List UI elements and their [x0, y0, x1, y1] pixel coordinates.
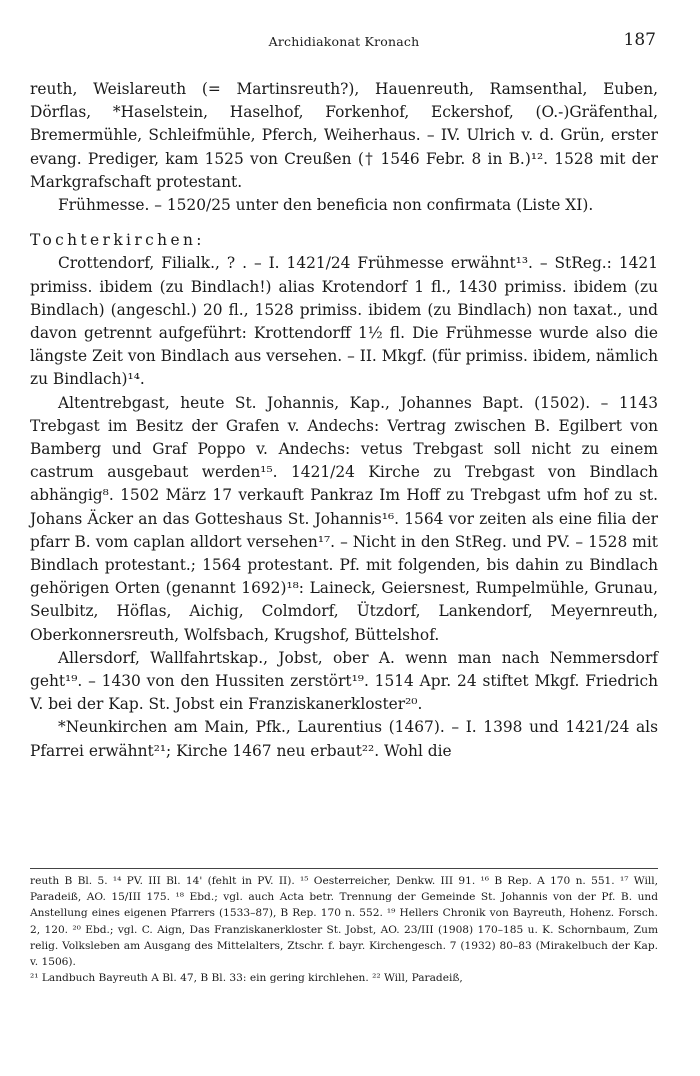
- paragraph-fruehmesse: Frühmesse. – 1520/25 unter den beneficia non confirmata (Liste XI).: [58, 196, 594, 215]
- paragraph-allersdorf: Allersdorf, Wallfahrtskap., Jobst, ober A. wenn man nach Nemmersdorf geht¹⁹. – 1430 von den Hussiten zerstört¹⁹. 1514 Apr. 24 stiftet Mkgf. Friedrich V. bei der Kap. St. Jobst ein Franziskanerkloster²⁰.: [30, 648, 658, 714]
- page-header: [30, 28, 658, 68]
- paragraph-crottendorf: Crottendorf, Filialk., ? . – I. 1421/24 Frühmesse erwähnt¹³. – StReg.: 1421 primiss. ibidem (zu Bindlach!) alias Krotendorf 1 fl., 1430 primiss. ibidem (zu Bindlach) (angeschl.) 20 fl., 1528 primiss. ibidem (zu Bindlach) non taxat., und davon getrennt aufgeführt: Krottendorff 1½ fl. Die Frühmesse wurde also die längste Zeit von Bindlach aus versehen. – II. Mkgf. (für primiss. ibidem, nämlich zu Bindlach)¹⁴.: [30, 254, 658, 389]
- section-heading: Tochterkirchen:: [30, 231, 205, 250]
- section-gap: [30, 217, 658, 229]
- main-text: [30, 78, 658, 763]
- paragraph-altentrebgast: Altentrebgast, heute St. Johannis, Kap., Johannes Bapt. (1502). – 1143 Trebgast im Besitz der Grafen v. Andechs: Vertrag zwischen B. Egilbert von Bamberg und Graf Poppo v. Andechs: vetus Trebgast soll nicht zu einem castrum ausgebaut werden¹⁵. 1421/24 Kirche zu Trebgast von Bindlach abhängig⁸. 1502 März 17 verkauft Pankraz Im Hoff zu Trebgast ufm hof zu st. Johans Äcker an das Gotteshaus St. Johannis¹⁶. 1564 vor zeiten als eine filia der pfarr B. vom caplan alldort versehen¹⁷. – Nicht in den StReg. und PV. – 1528 mit Bindlach protestant.; 1564 protestant. Pf. mit folgenden, bis dahin zu Bindlach gehörigen Orten (genannt 1692)¹⁸: Laineck, Geiersnest, Rumpelmühle, Grunau, Seulbitz, Höflas, Aichig, Colmdorf, Ützdorf, Lankendorf, Meyernreuth, Oberkonnersreuth, Wolfsbach, Krugshof, Büttelshof.: [30, 393, 658, 644]
- paragraph-continuation: reuth, Weislareuth (= Martinsreuth?), Hauenreuth, Ramsenthal, Euben, Dörflas, *Haselstein, Haselhof, Forkenhof, Eckershof, (O.-)Gräfenthal, Bremermühle, Schleifmühle, Pferch, Weiherhaus. – IV. Ulrich v. d. Grün, erster evang. Prediger, kam 1525 von Creußen († 1546 Febr. 8 in B.)¹². 1528 mit der Markgrafschaft protestant.: [30, 80, 658, 191]
- page-number: 187: [623, 30, 656, 50]
- footnote-block: reuth B Bl. 5. ¹⁴ PV. III Bl. 14' (fehlt in PV. II). ¹⁵ Oesterreicher, Denkw. III 91. ¹⁶ B Rep. A 170 n. 551. ¹⁷ Will, Paradeiß, AO. 15/III 175. ¹⁸ Ebd.; vgl. auch Acta betr. Trennung der Gemeinde St. Johannis von der Pf. B. und Anstellung eines eigenen Pfarrers (1533–87), B Rep. 170 n. 552. ¹⁹ Hellers Chronik von Bayreuth, Hohenz. Forsch. 2, 120. ²⁰ Ebd.; vgl. C. Aign, Das Franziskanerkloster St. Jobst, AO. 23/III (1908) 170–185 u. K. Schornbaum, Zum relig. Volksleben am Ausgang des Mittelalters, Ztschr. f. bayr. Kirchengesch. 7 (1932) 80–83 (Mirakelbuch der Kap. v. 1506).: [30, 875, 658, 969]
- footnotes: [30, 868, 658, 986]
- footnote-line: ²¹ Landbuch Bayreuth A Bl. 47, B Bl. 33: ein gering kirchlehen. ²² Will, Paradeiß,: [30, 972, 463, 985]
- running-title: Archidiakonat Kronach: [268, 34, 420, 49]
- paragraph-neunkirchen: *Neunkirchen am Main, Pfk., Laurentius (1467). – I. 1398 und 1421/24 als Pfarrei erwähnt²¹; Kirche 1467 neu erbaut²². Wohl die: [30, 718, 658, 760]
